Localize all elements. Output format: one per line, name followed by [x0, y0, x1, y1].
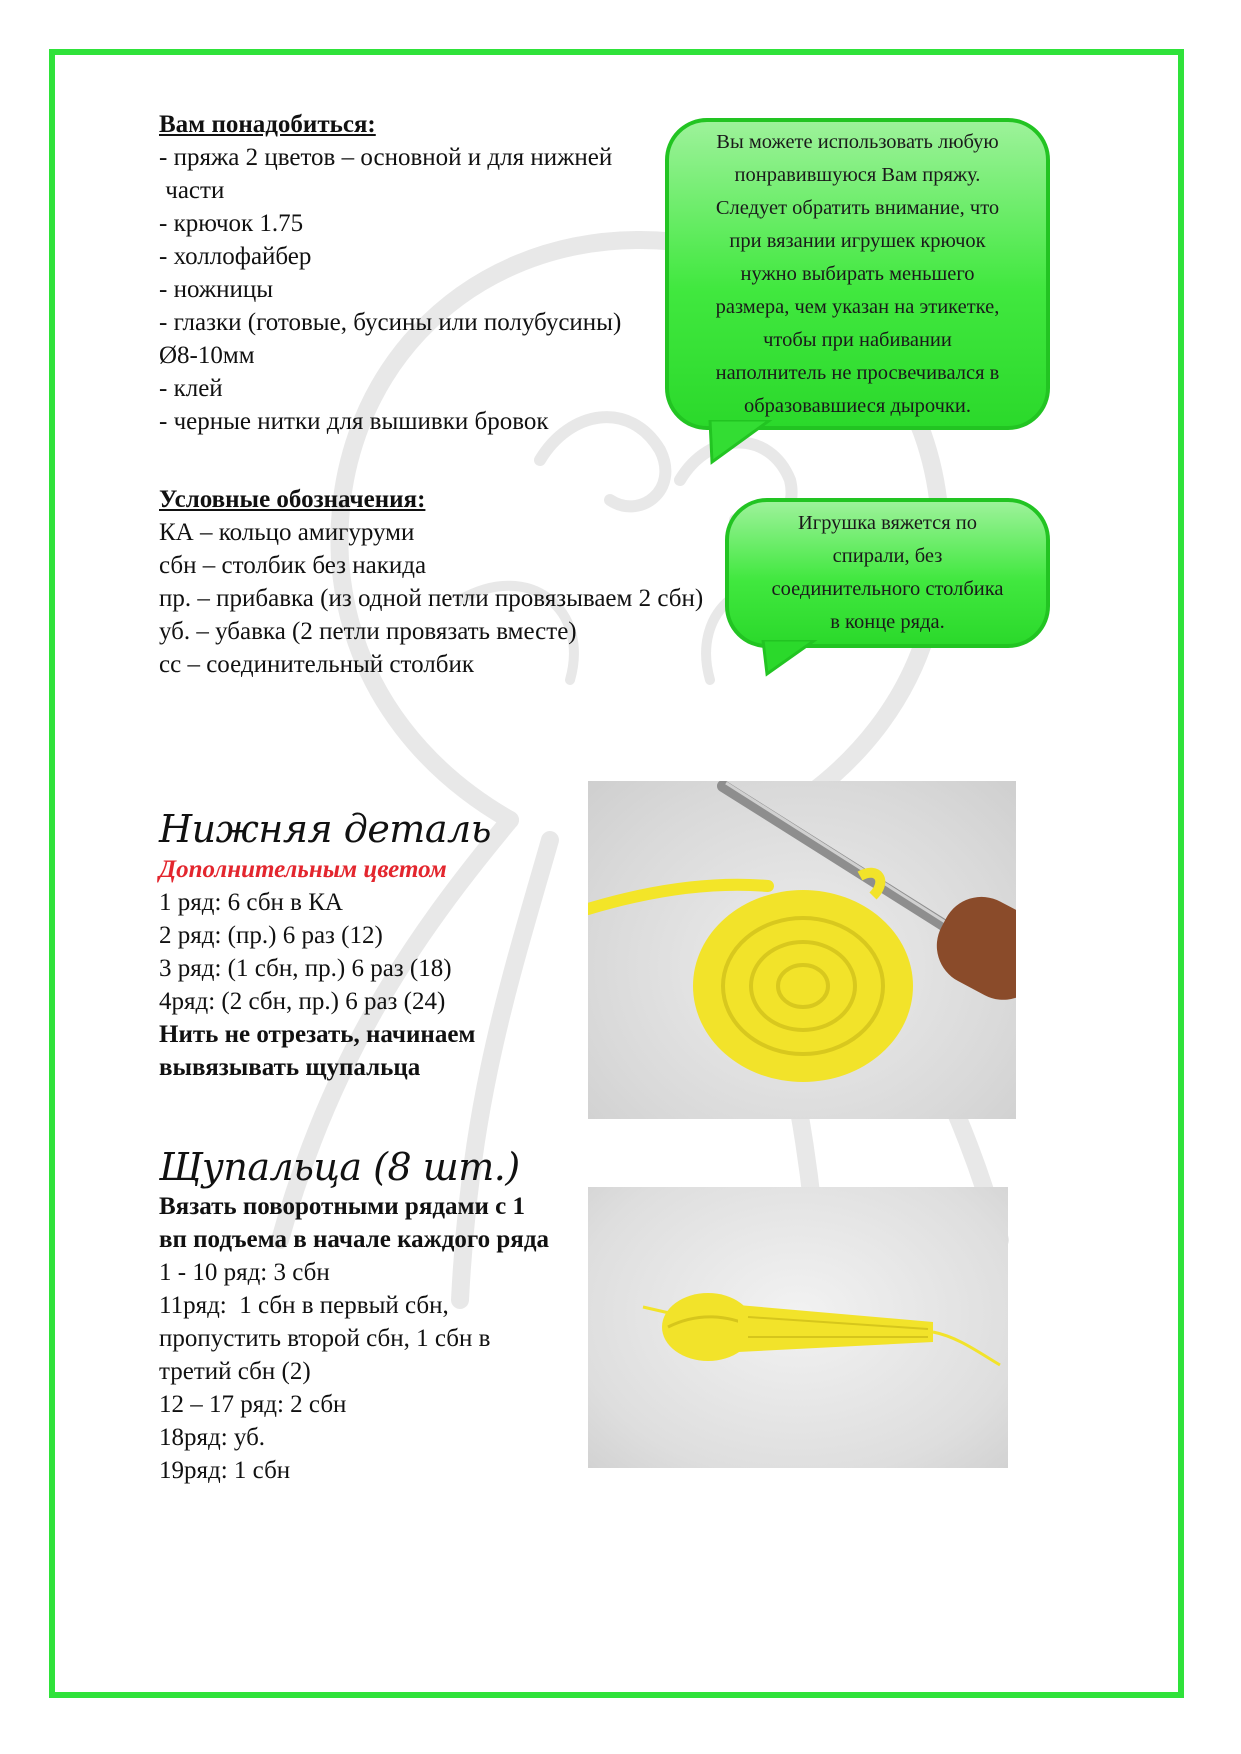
legend-heading: Условные обозначения:: [159, 486, 426, 513]
bottom-part-section: [159, 853, 579, 1084]
row-instruction: 19ряд: 1 сбн: [159, 1457, 291, 1484]
callout-spiral-note: [725, 498, 1050, 648]
materials-item: - холлофайбер: [159, 243, 312, 270]
legend-item: уб. – убавка (2 петли провязать вместе): [159, 618, 577, 645]
materials-item: - пряжа 2 цветов – основной и для нижней: [159, 144, 613, 171]
materials-heading: Вам понадобиться:: [159, 111, 376, 138]
callout-line: спирали, без: [832, 545, 943, 567]
legend-item: пр. – прибавка (из одной петли провязываем 2 сбн): [159, 585, 704, 612]
callout-line: Следует обратить внимание, что: [715, 196, 1000, 219]
materials-section: [159, 108, 679, 438]
row-instruction: 12 – 17 ряд: 2 сбн: [159, 1391, 347, 1418]
row-instruction: 1 - 10 ряд: 3 сбн: [159, 1259, 330, 1286]
materials-item: - глазки (готовые, бусины или полубусины): [159, 309, 622, 336]
color-note: Дополнительным цветом: [159, 856, 447, 883]
bottom-part-title: Нижняя деталь: [159, 807, 491, 851]
callout-line: размера, чем указан на этикетке,: [715, 295, 1000, 318]
materials-item: - клей: [159, 375, 223, 402]
materials-item: Ø8-10мм: [159, 342, 255, 369]
legend-item: сбн – столбик без накида: [159, 552, 427, 579]
row-instruction: 11ряд: 1 сбн в первый сбн,: [159, 1292, 449, 1319]
row-instruction: третий сбн (2): [159, 1358, 311, 1385]
legend-item: КА – кольцо амигуруми: [159, 519, 415, 546]
bold-note: Вязать поворотными рядами с 1: [159, 1193, 526, 1220]
bold-note: Нить не отрезать, начинаем: [159, 1021, 476, 1048]
callout-line: образовавшиеся дырочки.: [743, 394, 971, 417]
row-instruction: 3 ряд: (1 сбн, пр.) 6 раз (18): [159, 955, 452, 982]
callout-line: Вы можете использовать любую: [716, 130, 999, 153]
photo-bottom-part: [588, 781, 1016, 1119]
callout-line: Игрушка вяжется по: [797, 512, 977, 534]
row-instruction: пропустить второй сбн, 1 сбн в: [159, 1325, 491, 1352]
photo-tentacle: [588, 1187, 1008, 1468]
bold-note: вп подъема в начале каждого ряда: [159, 1226, 549, 1253]
tentacles-section: [159, 1190, 589, 1487]
legend-section: [159, 483, 739, 681]
callout-line: нужно выбирать меньшего: [740, 262, 975, 285]
callout-yarn-tail: [700, 420, 790, 470]
legend-item: сс – соединительный столбик: [159, 651, 475, 678]
row-instruction: 2 ряд: (пр.) 6 раз (12): [159, 922, 383, 949]
materials-item: - черные нитки для вышивки бровок: [159, 408, 549, 435]
row-instruction: 1 ряд: 6 сбн в КА: [159, 889, 343, 916]
row-instruction: 18ряд: уб.: [159, 1424, 266, 1451]
materials-item: - ножницы: [159, 276, 274, 303]
bold-note: вывязывать щупальца: [159, 1054, 421, 1081]
callout-line: наполнитель не просвечивался в: [715, 361, 1000, 384]
callout-line: при вязании игрушек крючок: [729, 229, 986, 252]
materials-item: части: [159, 177, 225, 204]
callout-yarn-advice: [665, 118, 1050, 430]
callout-line: в конце ряда.: [830, 611, 945, 633]
callout-spiral-tail: [755, 640, 835, 680]
tentacles-title: Щупальца (8 шт.): [159, 1145, 520, 1189]
callout-line: соединительного столбика: [771, 578, 1004, 600]
callout-line: понравившуюся Вам пряжу.: [734, 163, 981, 186]
row-instruction: 4ряд: (2 сбн, пр.) 6 раз (24): [159, 988, 446, 1015]
materials-item: - крючок 1.75: [159, 210, 304, 237]
callout-line: чтобы при набивании: [763, 328, 952, 351]
